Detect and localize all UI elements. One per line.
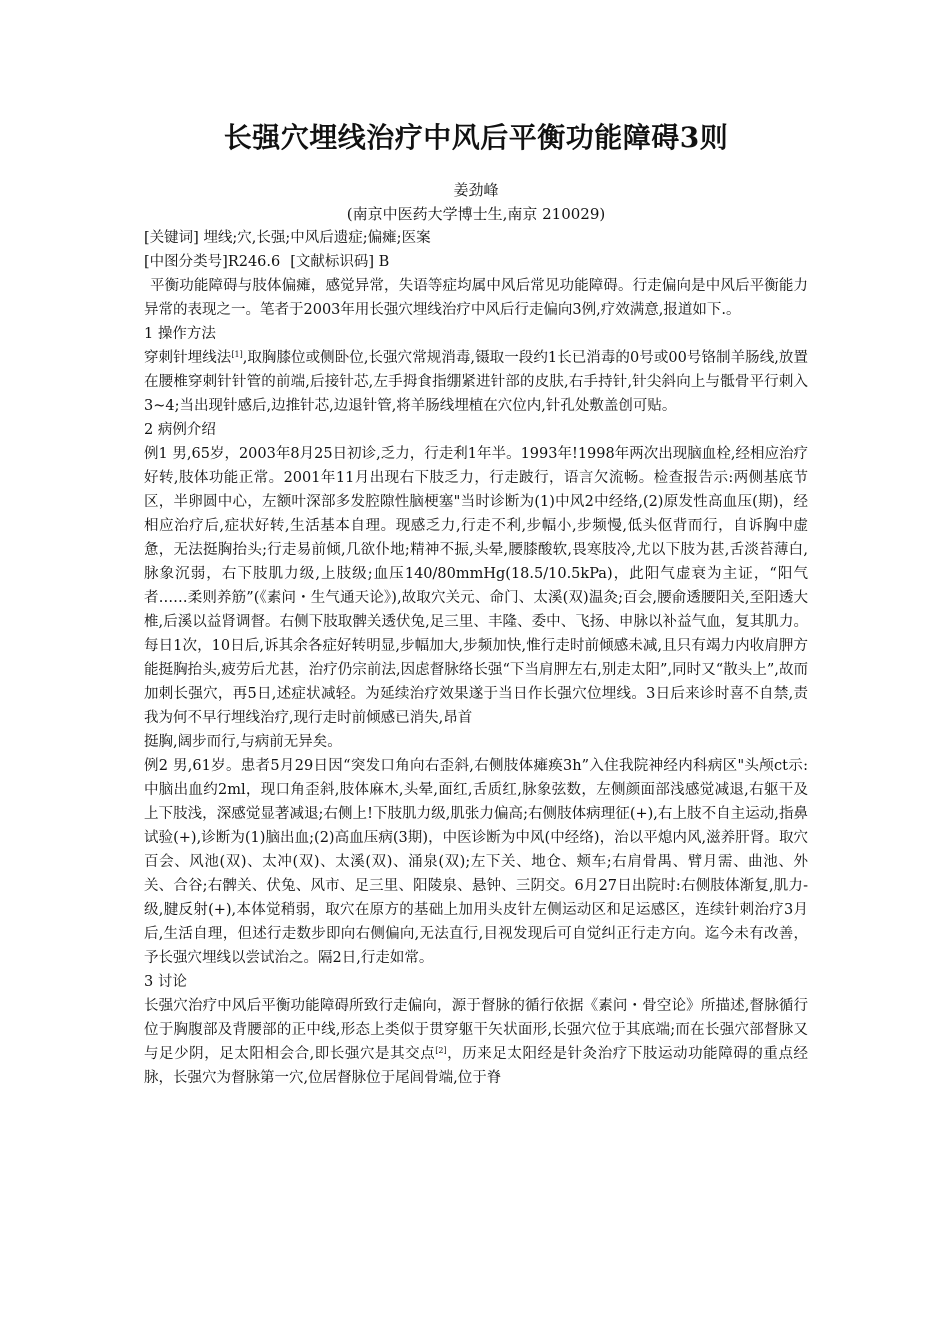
- section-1-heading: 1 操作方法: [144, 326, 216, 342]
- section-1-text-a: 穿刺针埋线法: [144, 350, 232, 366]
- citation-ref-1: [1]: [231, 350, 243, 359]
- discussion-paragraph: [144, 994, 808, 1090]
- citation-ref-2: [2]: [435, 1046, 447, 1055]
- section-1-paragraph: [144, 346, 808, 418]
- classification-code: [中图分类号]R246.6: [144, 254, 281, 270]
- discussion-text-a: 长强穴治疗中风后平衡功能障碍所致行走偏向，源于督脉的循行依据《素问・骨空论》所描述,督脉循行位于胸腹部及背腰部的正中线,形态上类似于贯穿躯干矢状面形,长强穴位于其底端;而在长强穴部督脉又与足少阴，足太阳相会合,即长强穴是其交点: [144, 998, 808, 1062]
- intro-paragraph: 平衡功能障碍与肢体偏瘫，感觉异常，失语等症均属中风后常见功能障碍。行走偏向是中风后平衡能力异常的表现之一。笔者于2003年用长强穴埋线治疗中风后行走偏向3例,疗效满意,报道如下.。: [144, 278, 808, 318]
- section-3-heading: 3 讨论: [144, 974, 187, 990]
- author-name: 姜劲峰: [453, 181, 499, 199]
- case-2-paragraph: 例2 男,61岁。患者5月29日因“突发口角向右歪斜,右侧肢体瘫痪3h”入住我院神经内科病区"头颅ct示:中脑出血约2ml，现口角歪斜,肢体麻木,头晕,面红,舌质红,脉象弦数，左侧颜面部浅感觉减退,右躯干及上下肢浅，深感觉显著减退;右侧上!下肢肌力级,肌张力偏高;右侧肢体病理征(+),右上肢不自主运动,指鼻试验(+),诊断为(1)脑出血;(2)高血压病(3期)，中医诊断为中风(中经络)，治以平熄内风,滋养肝肾。取穴百会、风池(双)、太冲(双)、太溪(双)、涌泉(双);左下关、地仓、颊车;右肩骨禺、臂月需、曲池、外关、合谷;右髀关、伏兔、风市、足三里、阳陵泉、悬钟、三阴交。6月27日出院时:右侧肢体渐复,肌力-级,腱反射(+),本体觉稍弱，取穴在原方的基础上加用头皮针左侧运动区和足运感区，连续针刺治疗3月后,生活自理，但述行走数步即向右侧偏向,无法直行,目视发现后可自觉纠正行走方向。迄今未有改善，予长强穴埋线以尝试治之。隔2日,行走如常。: [144, 758, 808, 966]
- section-2-heading: 2 病例介绍: [144, 422, 216, 438]
- classification-line: [144, 250, 808, 274]
- case-1-continuation: 挺胸,阔步而行,与病前无异矣。: [144, 734, 342, 750]
- discussion-text-b: ，历来足太阳经是针灸治疗下肢运动功能障碍的重点经脉，长强穴为督脉第一穴,位居督脉位于尾闾骨端,位于脊: [144, 1046, 808, 1086]
- author-affiliation: (南京中医药大学博士生,南京 210029): [346, 205, 606, 223]
- paper-title: 长强穴埋线治疗中风后平衡功能障碍3则: [223, 121, 729, 154]
- case-1-paragraph: 例1 男,65岁，2003年8月25日初诊,乏力，行走利1年半。1993年!1998年两次出现脑血栓,经相应治疗好转,肢体功能正常。2001年11月出现右下肢乏力，行走跛行，语言欠流畅。检查报告示:两侧基底节区，半卵圆中心，左额叶深部多发腔隙性脑梗塞"当时诊断为(1)中风2中经络,(2)原发性高血压(期)，经相应治疗后,症状好转,生活基本自理。现感乏力,行走不利,步幅小,步频慢,低头伛背而行，自诉胸中虚惫，无法挺胸抬头;行走易前倾,几欲仆地;精神不振,头晕,腰膝酸软,畏寒肢冷,尤以下肢为甚,舌淡苔薄白,脉象沉弱，右下肢肌力级,上肢级;血压140/80mmHg(18.5/10.5kPa)，此阳气虚衰为主证，“阳气者……柔则养筋”(《素问・生气通天论》),故取穴关元、命门、太溪(双)温灸;百会,腰俞透腰阳关,至阳透大椎,后溪以益肾调督。右侧下肢取髀关透伏兔,足三里、丰隆、委中、飞扬、申脉以补益气血，复其肌力。每日1次，10日后,诉其余各症好转明显,步幅加大,步频加快,惟行走时前倾感未减,且只有竭力内收肩胛方能挺胸抬头,疲劳后尤甚，治疗仍宗前法,因虑督脉络长强“下当肩胛左右,别走太阳”,同时又“散头上”,故而加刺长强穴，再5日,述症状减轻。为延续治疗效果遂于当日作长强穴位埋线。3日后来诊时喜不自禁,责我为何不早行埋线治疗,现行走时前倾感已消失,昂首: [144, 446, 808, 726]
- paper-page: [144, 118, 808, 1090]
- keywords-line: [关键词] 埋线;穴,长强;中风后遗症;偏瘫;医案: [144, 230, 431, 246]
- section-1-text-b: ,取胸膝位或侧卧位,长强穴常规消毒,镊取一段约1长已消毒的0号或00号铬制羊肠线,放置在腰椎穿刺针针管的前端,后接针芯,左手拇食指绷紧进针部的皮肤,右手持针,针尖斜向上与骶骨平行刺入3~4;当出现针感后,边推针芯,边退针管,将羊肠线埋植在穴位内,针孔处敷盖创可贴。: [144, 350, 808, 414]
- document-code: [文献标识码] B: [290, 254, 390, 270]
